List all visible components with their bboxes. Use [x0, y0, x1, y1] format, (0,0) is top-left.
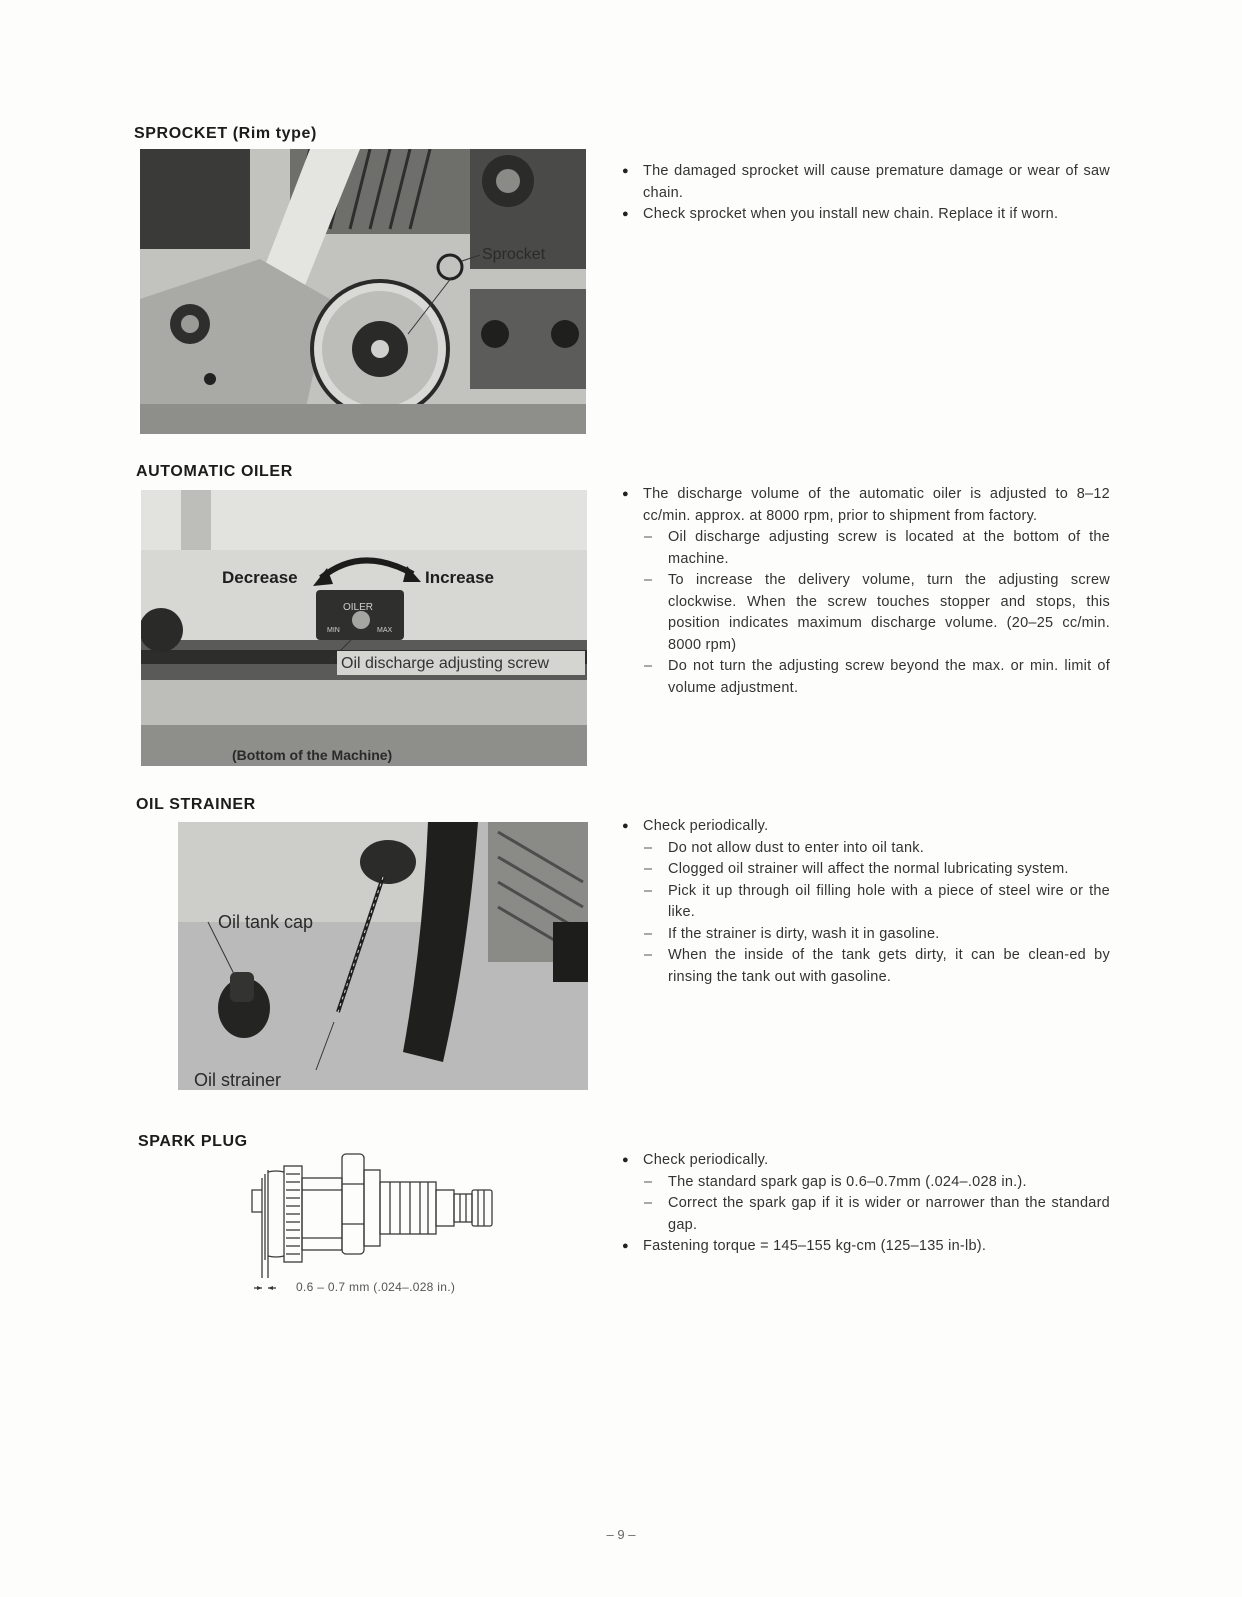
sprocket-photo: [140, 149, 586, 434]
spark-heading: SPARK PLUG: [138, 1133, 248, 1150]
oiler-heading: AUTOMATIC OILER: [136, 463, 293, 480]
spark-notes: [622, 1150, 1110, 1258]
sprocket-heading: SPROCKET (Rim type): [134, 125, 317, 142]
oiler-decrease-label: Decrease: [222, 568, 298, 587]
sprocket-bullet-1: ● The damaged sprocket will cause premature damage or wear of saw chain.: [622, 161, 1110, 204]
oiler-dash-1: – Oil discharge adjusting screw is located at the bottom of the machine.: [622, 527, 1110, 570]
strainer-dash-1: – Do not allow dust to enter into oil tank.: [622, 838, 1110, 860]
strainer-dash-3: – Pick it up through oil filling hole with a piece of steel wire or the like.: [622, 881, 1110, 924]
spark-plug-drawing: [240, 1150, 520, 1300]
strainer-heading: OIL STRAINER: [136, 796, 256, 813]
sprocket-notes: [622, 161, 1110, 226]
oiler-photo: [141, 490, 587, 766]
strainer-dash-4: – If the strainer is dirty, wash it in gasoline.: [622, 924, 1110, 946]
spark-bullet-1: ● Check periodically.: [622, 1150, 1110, 1172]
oiler-dash-2: – To increase the delivery volume, turn the adjusting screw clockwise. When the screw touches stopper and stops, this position indicates maximum discharge volume. (20–25 cc/min. 8000 rpm): [622, 570, 1110, 656]
strainer-cap-label: Oil tank cap: [218, 912, 314, 932]
oiler-notes: [622, 484, 1110, 699]
strainer-dash-2: – Clogged oil strainer will affect the normal lubricating system.: [622, 859, 1110, 881]
spark-dash-1: – The standard spark gap is 0.6–0.7mm (.024–.028 in.).: [622, 1172, 1110, 1194]
strainer-notes: [622, 816, 1110, 988]
oiler-bullet: ● The discharge volume of the automatic oiler is adjusted to 8–12 cc/min. approx. at 8000 rpm, prior to shipment from factory.: [622, 484, 1110, 527]
oiler-dash-3: – Do not turn the adjusting screw beyond the max. or min. limit of volume adjustment.: [622, 656, 1110, 699]
sprocket-label: Sprocket: [482, 246, 546, 263]
oiler-max-label: MAX: [377, 627, 393, 634]
strainer-dash-5: – When the inside of the tank gets dirty, it can be clean-ed by rinsing the tank out with gasoline.: [622, 945, 1110, 988]
oiler-screw-label: Oil discharge adjusting screw: [341, 655, 550, 672]
page-number: – 9 –: [606, 1527, 636, 1542]
strainer-photo: [178, 822, 588, 1090]
oiler-min-label: MIN: [327, 627, 340, 634]
strainer-strainer-label: Oil strainer: [194, 1070, 282, 1090]
strainer-bullet: ● Check periodically.: [622, 816, 1110, 838]
spark-gap-label: 0.6 – 0.7 mm (.024–.028 in.): [296, 1280, 456, 1294]
spark-bullet-2: ● Fastening torque = 145–155 kg-cm (125–135 in-lb).: [622, 1236, 1110, 1258]
oiler-plate-label: OILER: [343, 602, 374, 613]
sprocket-bullet-2: ● Check sprocket when you install new chain. Replace it if worn.: [622, 204, 1110, 226]
oiler-increase-label: Increase: [425, 568, 494, 587]
oiler-bottom-label: (Bottom of the Machine): [232, 747, 393, 763]
spark-dash-2: – Correct the spark gap if it is wider or narrower than the standard gap.: [622, 1193, 1110, 1236]
